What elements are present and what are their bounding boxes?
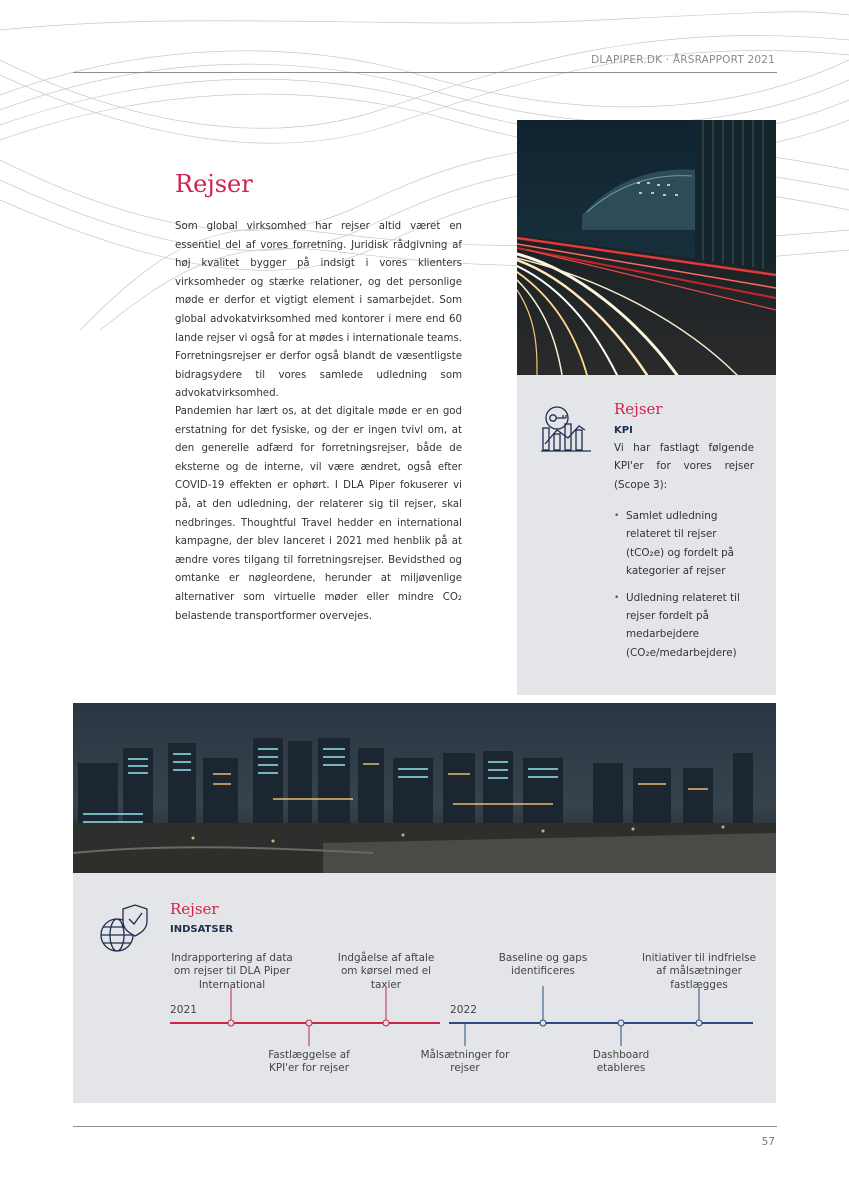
pandemic-paragraph: Pandemien har lært os, at det digitale møde er en god erstatning for det fysiske, og der er ingen tvivl om, at den generelle adfærd for forretningsrejser, både de eksterne og de interne, vil være ændret, også efter COVID-19 effekten er ophørt. I DLA Piper fokuserer vi på, at den udledning, der relaterer sig til rejser, skal nedbringes. Thoughtful Travel hedder en international kampagne, der blev lanceret i 2021 med henblik på at ændre vores tilgang til forretningsrejser. Bevidsthed og omtanke er nøgleordene, herunder at miljøvenlige alternativer som virtuelle møder eller mindre CO₂ belastende transportformer overvejes. <box>175 406 462 622</box>
timeline-milestone <box>383 1020 389 1026</box>
page-title: Rejser <box>175 170 253 198</box>
page-number: 57 <box>761 1136 775 1148</box>
year-label-2022: 2022 <box>450 1004 477 1016</box>
footer-divider <box>73 1126 777 1127</box>
timeline-milestone <box>618 1020 624 1026</box>
milestone-above: Indgåelse af aftale om kørsel med el taxier <box>337 952 435 991</box>
milestone-below: Dashboard etableres <box>592 1049 650 1075</box>
header-divider <box>73 72 777 73</box>
initiatives-title: Rejser <box>170 900 219 918</box>
kpi-item: • Udledning relateret til rejser fordelt på medarbejdere (CO₂e/medarbejdere) <box>614 589 754 663</box>
initiatives-label: INDSATSER <box>170 924 234 935</box>
highway-night-photo <box>517 120 776 375</box>
timeline-milestone <box>540 1020 546 1026</box>
kpi-panel <box>517 375 776 695</box>
milestone-below: Fastlæggelse af KPI'er for rejser <box>268 1049 350 1075</box>
kpi-label: KPI <box>614 425 633 436</box>
timeline-milestone <box>696 1020 702 1026</box>
kpi-list <box>614 507 754 670</box>
milestone-above: Baseline og gaps identificeres <box>498 952 588 978</box>
milestone-below: Målsætninger for rejser <box>420 1049 510 1075</box>
city-skyline-night-photo <box>73 703 776 873</box>
intro-paragraph: Som global virksomhed har rejser altid været en essentiel del af vores forretning. Juridisk rådgivning af høj kvalitet bygger på indsigt i vores klienters virksomheder og stærke relationer, og det personlige møde er derfor et vigtigt element i samarbejdet. Som global advokatvirksomhed med kontorer i mere end 60 lande rejser vi også for at mødes i internationale teams. Forretningsrejser er derfor også blandt de væsentligste bidragsydere til vores samlede udledning som advokatvirksomhed. <box>175 221 462 400</box>
timeline-milestone <box>228 1020 234 1026</box>
kpi-title: Rejser <box>614 400 663 418</box>
report-header: DLAPIPER.DK · ÅRSRAPPORT 2021 <box>591 54 775 66</box>
chart-key-icon <box>541 400 593 452</box>
kpi-intro: Vi har fastlagt følgende KPI'er for vores rejser (Scope 3): <box>614 442 754 491</box>
timeline-milestone <box>306 1020 312 1026</box>
milestone-above: Initiativer til indfrielse af målsætninger fastlægges <box>641 952 757 991</box>
kpi-item: • Samlet udledning relateret til rejser (tCO₂e) og fordelt på kategorier af rejser <box>614 507 754 581</box>
year-label-2021: 2021 <box>170 1004 197 1016</box>
milestone-above: Indrapportering af data om rejser til DLA Piper International <box>171 952 293 991</box>
initiatives-panel <box>73 873 776 1103</box>
